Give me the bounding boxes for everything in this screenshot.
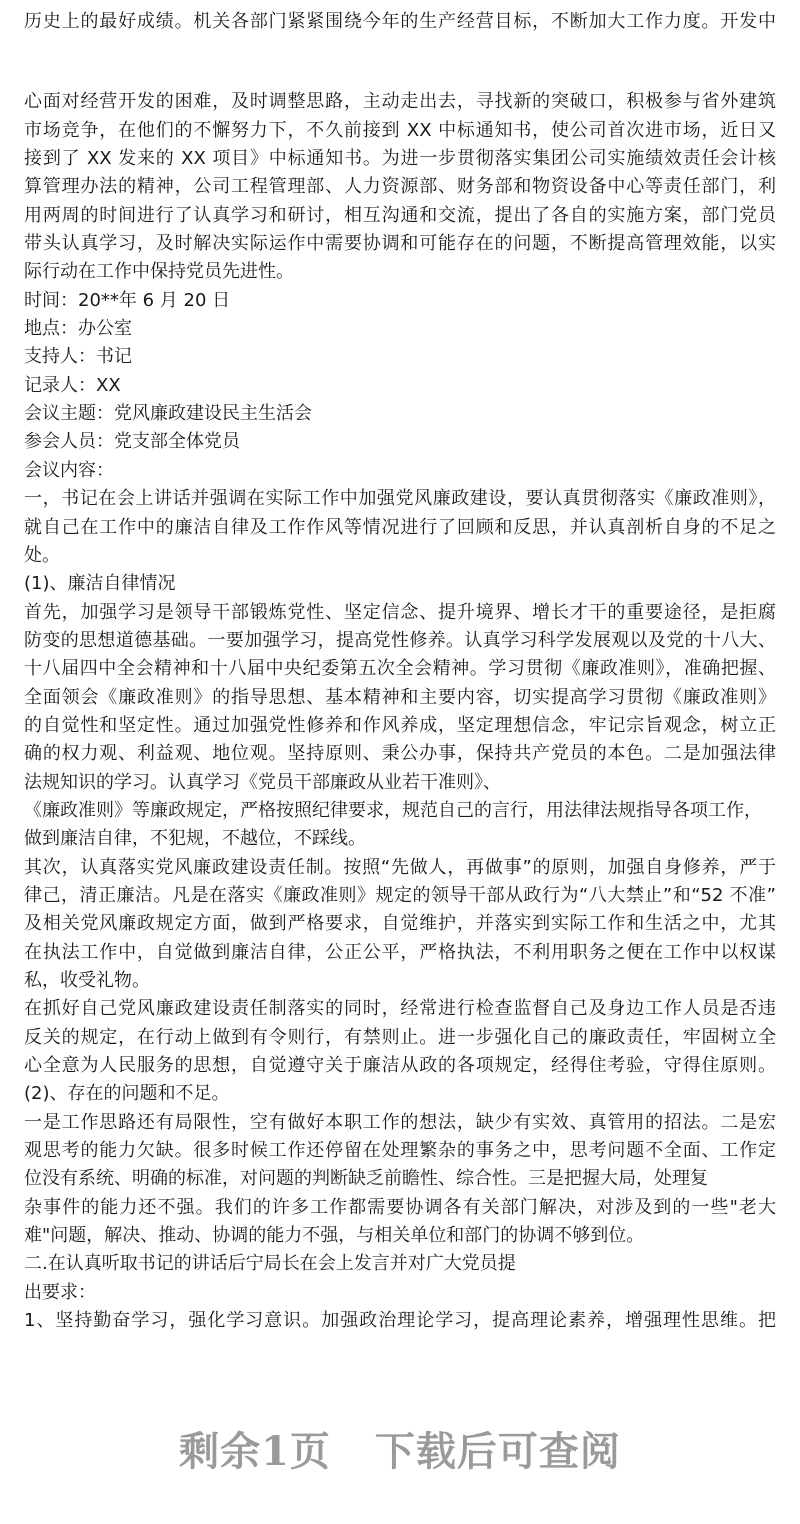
text-line: 私，收受礼物。 (24, 970, 150, 991)
text-line: 记录人：XX (24, 374, 121, 396)
text-line: 心面对经营开发的困难，及时调整思路，主动走出去，寻找新的突破口，积极参与省外建筑 (24, 91, 776, 113)
text-line: 难"问题，解决、推动、协调的能力不强，与相关单位和部门的协调不够到位。 (24, 1225, 645, 1247)
paragraph-block-top (24, 8, 776, 36)
text-line: 全面领会《廉政准则》的指导思想、基本精神和主要内容，切实提高学习贯彻《廉政准则》 (24, 686, 776, 708)
text-line: (1)、廉洁自律情况 (24, 573, 176, 595)
text-line: 一，书记在会上讲话并强调在实际工作中加强党风廉政建设，要认真贯彻落实《廉政准则》， (24, 488, 776, 510)
text-line: 首先，加强学习是领导干部锻炼党性、坚定信念、提升境界、增长才干的重要途径，是拒腐 (24, 601, 776, 623)
text-line: 的自觉性和坚定性。通过加强党性修养和作风养成，坚定理想信念，牢记宗旨观念，树立正 (24, 714, 776, 736)
text-line: 地点：办公室 (24, 318, 132, 340)
text-line: 在执法工作中，自觉做到廉洁自律，公正公平，严格执法，不利用职务之便在工作中以权谋 (24, 941, 776, 963)
text-line: 时间：20**年 6 月 20 日 (24, 289, 231, 311)
text-line: 二.在认真听取书记的讲话后宁局长在会上发言并对广大党员提 (24, 1253, 516, 1275)
text-line: 一是工作思路还有局限性，空有做好本职工作的想法，缺少有实效、真管用的招法。二是宏 (24, 1111, 776, 1133)
text-line: 位没有系统、明确的标准，对问题的判断缺乏前瞻性、综合性。三是把握大局，处理复 (24, 1168, 708, 1190)
page-break-gap (24, 36, 776, 88)
text-line: 出要求： (24, 1281, 96, 1303)
text-line: 际行动在工作中保持党员先进性。 (24, 261, 294, 283)
text-line: 十八届四中全会精神和十八届中央纪委第五次全会精神。学习贯彻《廉政准则》，准确把握、 (24, 658, 776, 680)
text-line: 确的权力观、利益观、地位观。坚持原则、秉公办事，保持共产党员的本色。二是加强法律 (24, 743, 776, 765)
text-line: 做到廉洁自律，不犯规，不越位，不踩线。 (24, 828, 366, 850)
text-line: 《廉政准则》等廉政规定，严格按照纪律要求，规范自己的言行，用法律法规指导各项工作， (24, 799, 762, 821)
remaining-pages-label: 剩余1页 (179, 1428, 331, 1475)
download-prompt[interactable] (0, 1420, 800, 1477)
text-line: (2)、存在的问题和不足。 (24, 1083, 230, 1105)
text-line: 及相关党风廉政规定方面，做到严格要求，自觉维护，并落实到实际工作和生活之中，尤其 (24, 913, 776, 935)
document-body (24, 8, 776, 1335)
text-line: 在抓好自己党风廉政建设责任制落实的同时，经常进行检查监督自己及身边工作人员是否违 (24, 998, 776, 1020)
text-line: 1、坚持勤奋学习，强化学习意识。加强政治理论学习，提高理论素养，增强理性思维。把 (24, 1310, 776, 1332)
text-line: 参会人员：党支部全体党员 (24, 431, 240, 453)
text-line: 法规知识的学习。认真学习《党员干部廉政从业若干准则》、 (24, 771, 501, 793)
text-line: 支持人：书记 (24, 346, 132, 368)
text-line: 会议内容： (24, 459, 114, 481)
text-line: 会议主题：党风廉政建设民主生活会 (24, 403, 312, 425)
text-line: 历史上的最好成绩。机关各部门紧紧围绕今年的生产经营目标，不断加大工作力度。开发中 (24, 11, 776, 32)
text-line: 防变的思想道德基础。一要加强学习，提高党性修养。认真学习科学发展观以及党的十八大、 (24, 629, 776, 651)
text-line: 就自己在工作中的廉洁自律及工作作风等情况进行了回顾和反思，并认真剖析自身的不足之 (24, 516, 776, 538)
text-line: 心全意为人民服务的思想，自觉遵守关于廉洁从政的各项规定，经得住考验，守得住原则。 (24, 1055, 776, 1077)
paragraph-block-main (24, 88, 776, 1335)
text-line: 其次，认真落实党风廉政建设责任制。按照“先做人，再做事”的原则，加强自身修养，严于 (24, 856, 776, 878)
text-line: 带头认真学习，及时解决实际运作中需要协调和可能存在的问题，不断提高管理效能，以实 (24, 233, 776, 255)
text-line: 杂事件的能力还不强。我们的许多工作都需要协调各有关部门解决，对涉及到的一些"老大 (24, 1196, 776, 1218)
text-line: 算管理办法的精神，公司工程管理部、人力资源部、财务部和物资设备中心等责任部门，利 (24, 176, 776, 198)
text-line: 律己，清正廉洁。凡是在落实《廉政准则》规定的领导干部从政行为“八大禁止”和“52 不准” (24, 884, 776, 906)
download-to-view-label: 下载后可查阅 (374, 1428, 621, 1475)
text-line: 接到了 XX 发来的 XX 项目》中标通知书。为进一步贯彻落实集团公司实施绩效责任会计核 (24, 148, 776, 170)
text-line: 处。 (24, 544, 60, 566)
text-line: 市场竞争，在他们的不懈努力下，不久前接到 XX 中标通知书，使公司首次进市场，近日又 (24, 119, 776, 141)
text-line: 观思考的能力欠缺。很多时候工作还停留在处理繁杂的事务之中，思考问题不全面、工作定 (24, 1140, 776, 1162)
text-line: 反关的规定，在行动上做到有令则行，有禁则止。进一步强化自己的廉政责任，牢固树立全 (24, 1026, 776, 1048)
text-line: 用两周的时间进行了认真学习和研讨，相互沟通和交流，提出了各自的实施方案，部门党员 (24, 204, 776, 226)
